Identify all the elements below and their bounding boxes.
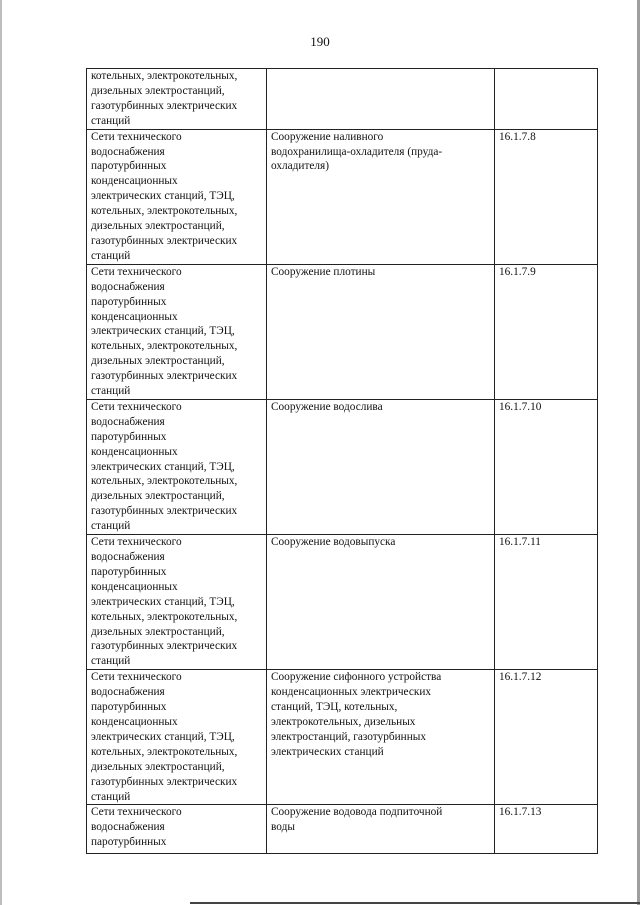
code-cell: 16.1.7.8 bbox=[495, 129, 598, 264]
network-cell: Сети технического водоснабжения паротурбинных конденсационных электрических станций, ТЭЦ, котельных, электрокотельных, дизельных электростанций, газотурбинных электрических станций bbox=[87, 129, 267, 264]
structure-cell: Сооружение водовыпуска bbox=[267, 535, 495, 670]
table-row bbox=[87, 805, 598, 854]
table-row bbox=[87, 535, 598, 670]
table-row bbox=[87, 399, 598, 534]
network-cell: Сети технического водоснабжения паротурбинных конденсационных электрических станций, ТЭЦ, котельных, электрокотельных, дизельных электростанций, газотурбинных электрических станций bbox=[87, 670, 267, 805]
code-cell: 16.1.7.9 bbox=[495, 264, 598, 399]
structure-cell: Сооружение водовода подпиточной воды bbox=[267, 805, 495, 854]
structure-cell: Сооружение сифонного устройства конденсационных электрических станций, ТЭЦ, котельных, электрокотельных, дизельных электростанций, газотурбинных электрических станций bbox=[267, 670, 495, 805]
activity-table bbox=[86, 68, 598, 854]
code-cell bbox=[495, 69, 598, 130]
table-row bbox=[87, 69, 598, 130]
code-cell: 16.1.7.10 bbox=[495, 399, 598, 534]
table-row bbox=[87, 264, 598, 399]
network-cell: Сети технического водоснабжения паротурбинных bbox=[87, 805, 267, 854]
structure-cell: Сооружение плотины bbox=[267, 264, 495, 399]
page-edge-left bbox=[0, 0, 2, 905]
network-cell: Сети технического водоснабжения паротурбинных конденсационных электрических станций, ТЭЦ, котельных, электрокотельных, дизельных электростанций, газотурбинных электрических станций bbox=[87, 399, 267, 534]
table-row bbox=[87, 129, 598, 264]
network-cell: котельных, электрокотельных, дизельных электростанций, газотурбинных электрических станций bbox=[87, 69, 267, 130]
code-cell: 16.1.7.13 bbox=[495, 805, 598, 854]
structure-cell: Сооружение наливного водохранилища-охладителя (пруда- охладителя) bbox=[267, 129, 495, 264]
structure-cell bbox=[267, 69, 495, 130]
page-number: 190 bbox=[310, 34, 330, 49]
network-cell: Сети технического водоснабжения паротурбинных конденсационных электрических станций, ТЭЦ, котельных, электрокотельных, дизельных электростанций, газотурбинных электрических станций bbox=[87, 264, 267, 399]
code-cell: 16.1.7.12 bbox=[495, 670, 598, 805]
table-row bbox=[87, 670, 598, 805]
bottom-rule bbox=[190, 902, 640, 904]
code-cell: 16.1.7.11 bbox=[495, 535, 598, 670]
structure-cell: Сооружение водослива bbox=[267, 399, 495, 534]
network-cell: Сети технического водоснабжения паротурбинных конденсационных электрических станций, ТЭЦ, котельных, электрокотельных, дизельных электростанций, газотурбинных электрических станций bbox=[87, 535, 267, 670]
